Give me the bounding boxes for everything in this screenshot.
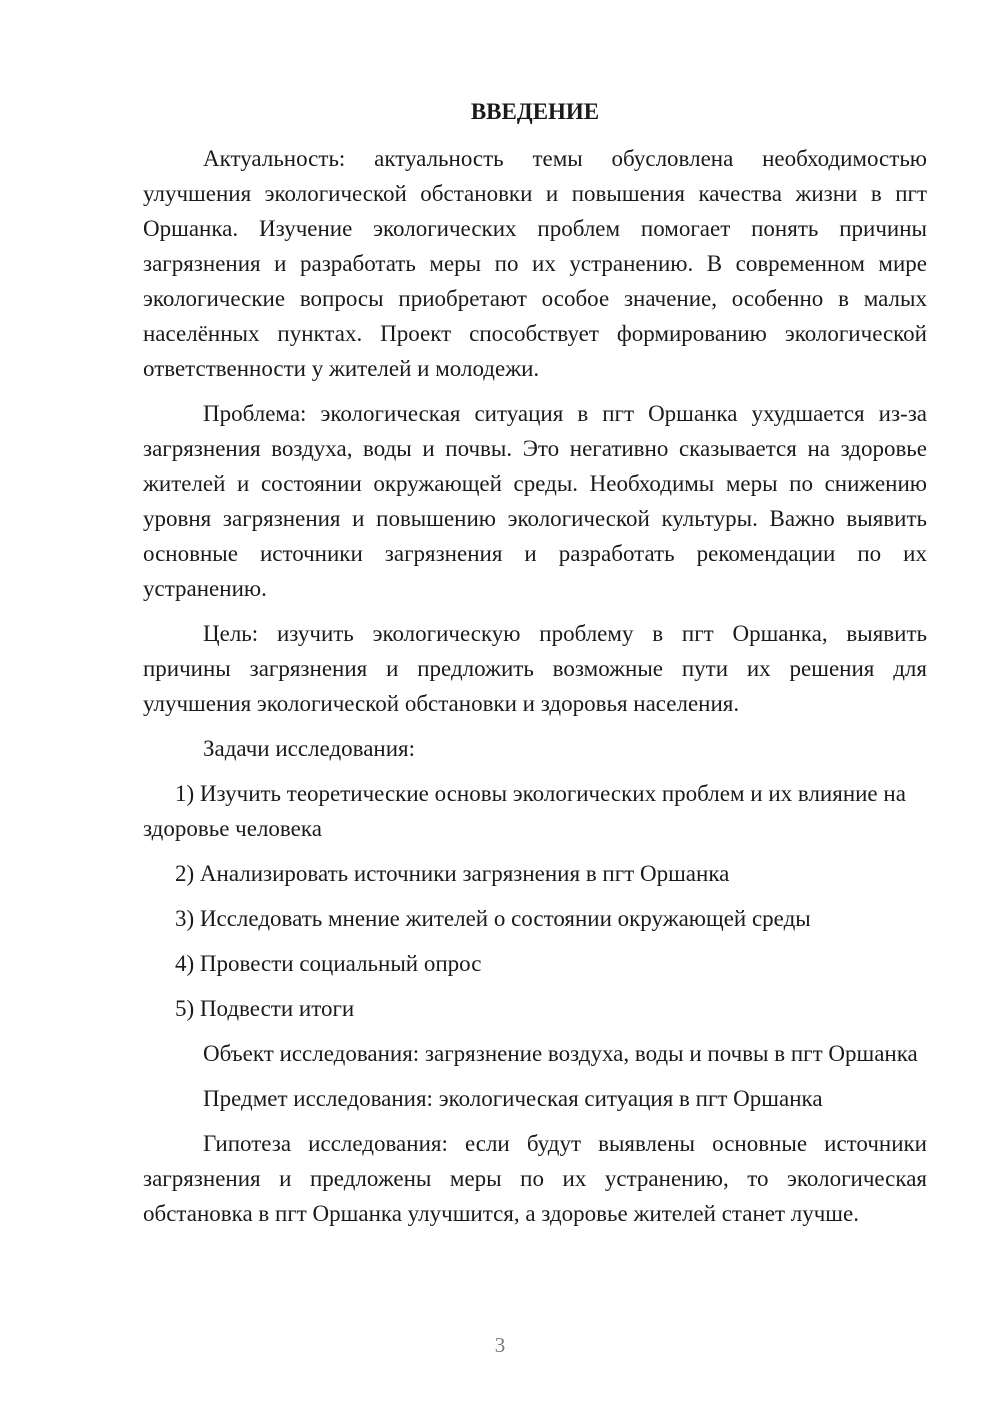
paragraph-object: Объект исследования: загрязнение воздуха, воды и почвы в пгт Оршанка (203, 1041, 918, 1066)
task-item-3: 3) Исследовать мнение жителей о состоянии окружающей среды (175, 906, 811, 931)
paragraph-problem: Проблема: экологическая ситуация в пгт Оршанка ухудшается из-за загрязнения воздуха, воды и почвы. Это негативно сказывается на здоровье жителей и состоянии окружающей среды. Необходимы меры по снижению уровня загрязнения и повышению экологической культуры. Важно выявить основные источники загрязнения и разработать рекомендации по их устранению. (143, 401, 927, 601)
page-content (143, 94, 927, 1241)
task-item-1: 1) Изучить теоретические основы экологических проблем и их влияние на здоровье человека (143, 781, 906, 841)
paragraph-relevance: Актуальность: актуальность темы обусловлена необходимостью улучшения экологической обстановки и повышения качества жизни в пгт Оршанка. Изучение экологических проблем помогает понять причины загрязнения и разработать меры по их устранению. В современном мире экологические вопросы приобретают особое значение, особенно в малых населённых пунктах. Проект способствует формированию экологической ответственности у жителей и молодежи. (143, 146, 927, 381)
paragraph-goal: Цель: изучить экологическую проблему в пгт Оршанка, выявить причины загрязнения и предложить возможные пути их решения для улучшения экологической обстановки и здоровья населения. (143, 621, 927, 716)
tasks-heading: Задачи исследования: (203, 736, 416, 761)
section-title: ВВЕДЕНИЕ (470, 99, 600, 124)
task-item-2: 2) Анализировать источники загрязнения в пгт Оршанка (175, 861, 730, 886)
page-number: 3 (494, 1333, 506, 1357)
task-item-4: 4) Провести социальный опрос (175, 951, 482, 976)
task-item-5: 5) Подвести итоги (175, 996, 355, 1021)
paragraph-subject: Предмет исследования: экологическая ситуация в пгт Оршанка (203, 1086, 823, 1111)
paragraph-hypothesis: Гипотеза исследования: если будут выявлены основные источники загрязнения и предложены меры по их устранению, то экологическая обстановка в пгт Оршанка улучшится, а здоровье жителей станет лучше. (143, 1131, 927, 1226)
